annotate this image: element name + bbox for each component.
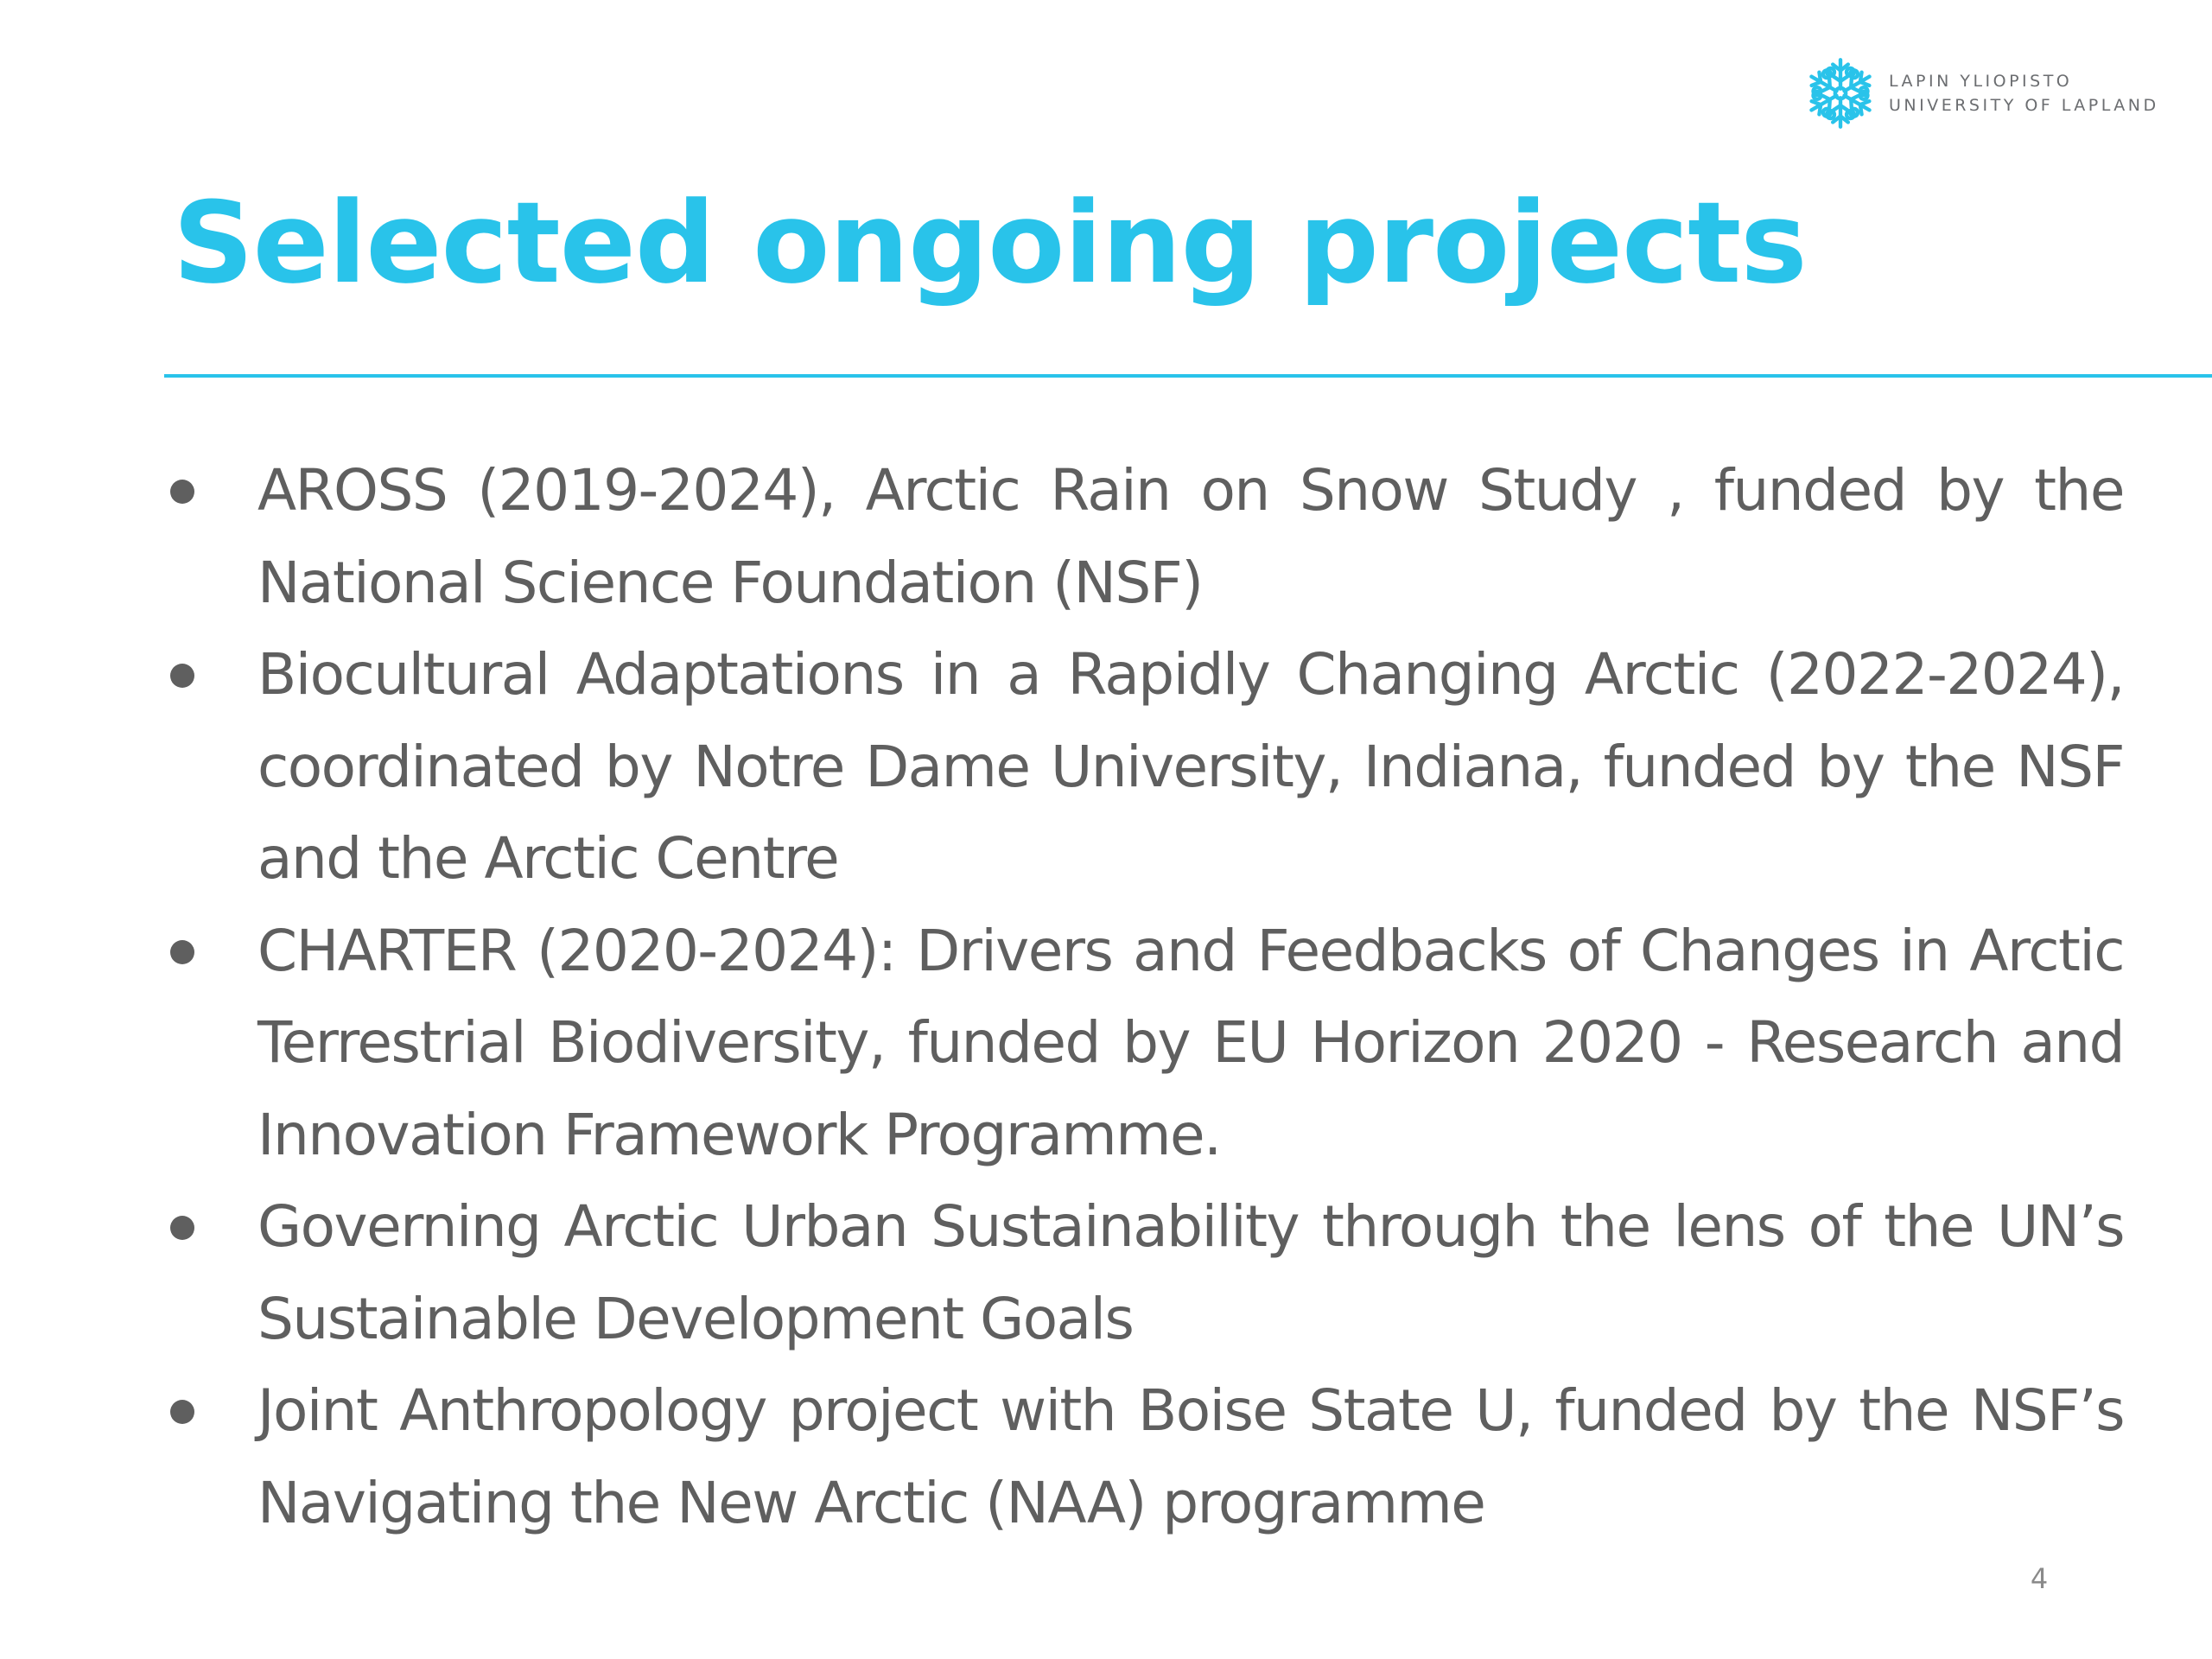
university-logo xyxy=(1802,54,2159,133)
title-divider xyxy=(164,374,2212,378)
bullet-icon xyxy=(170,480,194,504)
list-item-text: Governing Arctic Urban Sustainability through the lens of the UN’s Sustainable Development Goals xyxy=(257,1193,2124,1352)
bullet-icon xyxy=(170,940,194,964)
list-item-text: Joint Anthropology project with Boise State U, funded by the NSF’s Navigating the New Arctic (NAA) programme xyxy=(257,1377,2124,1536)
list-item-text: CHARTER (2020-2024): Drivers and Feedbacks of Changes in Arctic Terrestrial Biodiversity, funded by EU Horizon 2020 - Research and Innovation Framework Programme. xyxy=(257,917,2124,1168)
bullet-icon xyxy=(170,1216,194,1240)
snowflake-logo-icon xyxy=(1802,54,1878,133)
page-number: 4 xyxy=(2030,1562,2049,1595)
logo-text xyxy=(1889,69,2159,118)
list-item-text: AROSS (2019-2024), Arctic Rain on Snow Study , funded by the National Science Foundation (NSF) xyxy=(257,457,2124,616)
bullet-icon xyxy=(170,664,194,688)
list-item xyxy=(164,1365,2124,1549)
project-list xyxy=(164,445,2124,1549)
list-item-text: Biocultural Adaptations in a Rapidly Changing Arctic (2022-2024), coordinated by Notre Dame University, Indiana, funded by the NSF and the Arctic Centre xyxy=(257,641,2124,892)
bullet-icon xyxy=(170,1400,194,1424)
list-item xyxy=(164,1181,2124,1365)
list-item xyxy=(164,629,2124,906)
logo-line-english: UNIVERSITY OF LAPLAND xyxy=(1889,96,2159,115)
logo-line-finnish: LAPIN YLIOPISTO xyxy=(1889,72,2073,91)
list-item xyxy=(164,445,2124,629)
slide-title: Selected ongoing projects xyxy=(173,177,1807,308)
list-item xyxy=(164,906,2124,1182)
